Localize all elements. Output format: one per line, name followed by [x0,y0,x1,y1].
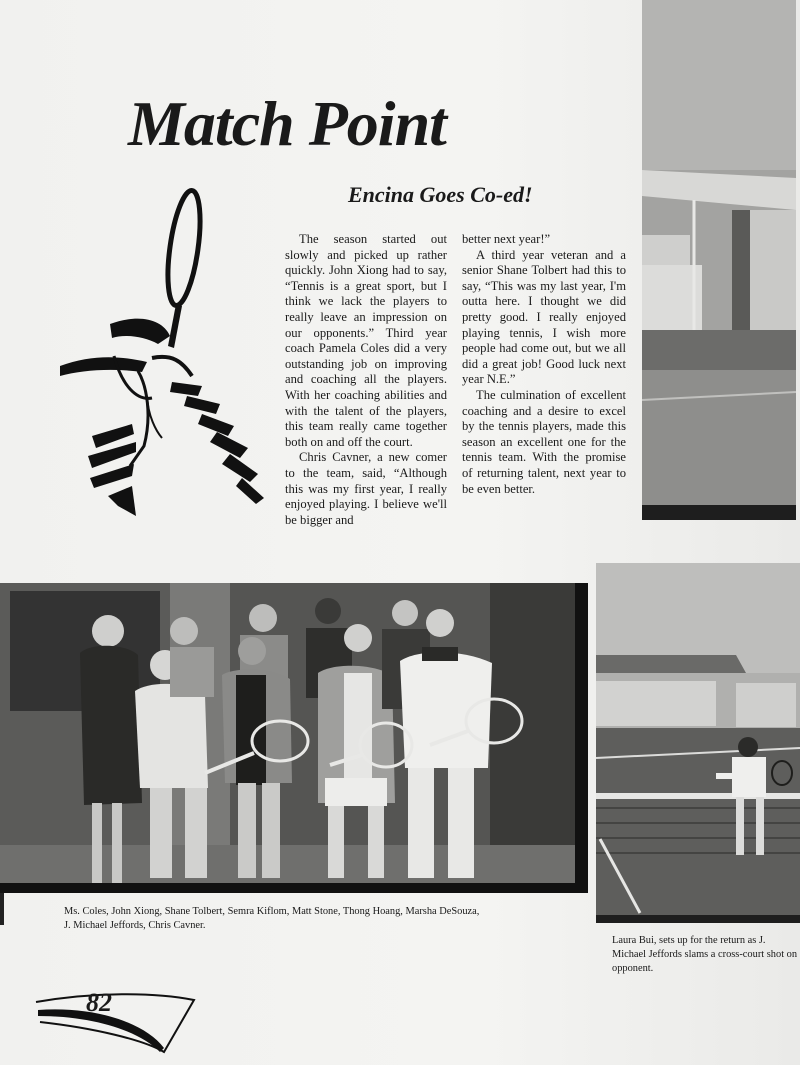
page-title: Match Point [128,88,446,159]
page-subtitle: Encina Goes Co-ed! [348,182,533,207]
tennis-player-illustration [52,186,274,531]
article-paragraph: Chris Cavner, a new comer to the team, said, “Although this was my first year, I really enjoyed playing. I believe we'll be bigger and [285,450,447,527]
court-photo-caption: Laura Bui, sets up for the return as J. Michael Jeffords slams a cross-court shot on opponent. [612,935,798,974]
team-photo [0,583,588,893]
building-photo [642,0,796,520]
article-paragraph: The culmination of excellent coaching and a desire to excel by the tennis players, made this season an excellent one for the tennis team. With the promise of returning talent, next year to be even better. [462,387,626,496]
article-column-2 [462,232,626,497]
court-action-photo [596,563,800,923]
article-paragraph: The season started out slowly and picked up rather quickly. John Xiong had to say, “Tennis is a great sport, but I think we lack the players to really leave an impression on our opponents.” Third year coach Pamela Coles did a very outstanding job on improving and coaching all the players. With her coaching abilities and with the talent of the players, this team really came together both on and off the court. [285,232,447,449]
article-paragraph: A third year veteran and a senior Shane Tolbert had this to say, “This was my last year, I'm outta here. I thought we did pretty good. I really enjoyed playing tennis, I wish more people had come out, but we all did a great job! Good luck next year N.E.” [462,247,626,387]
team-photo-caption: Ms. Coles, John Xiong, Shane Tolbert, Semra Kiflom, Matt Stone, Thong Hoang, Marsha DeSouza, J. Michael Jeffords, Chris Cavner. [64,906,480,931]
page-number-swoosh [34,988,204,1058]
page-number: 82 [86,988,112,1017]
article-column-1 [285,232,447,528]
swoosh-graphic [34,988,204,1058]
article-paragraph: better next year!” [462,232,551,246]
